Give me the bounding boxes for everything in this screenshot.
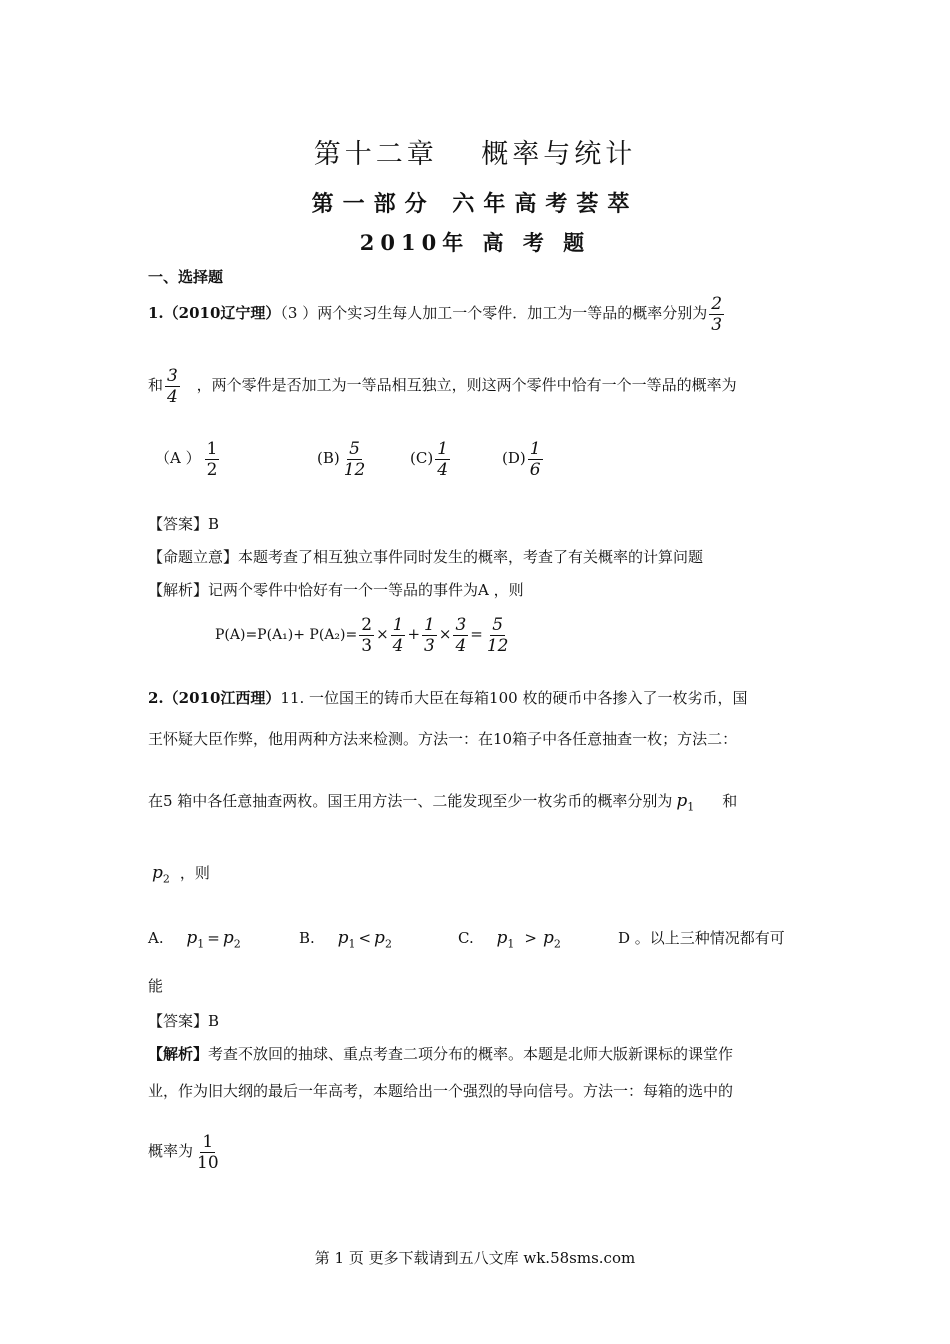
q2-line1: 2.（2010江西理）11. 一位国王的铸币大臣在每箱100 枚的硬币中各掺入了一枚劣币，国 (148, 689, 748, 707)
q1-option-d: (D) $\frac{1}{6}$ (502, 438, 541, 480)
q1-number: （3 ） (280, 304, 318, 322)
q1-frac1: $\frac{2}{3}$ (711, 293, 723, 335)
q1-intent: 【命题立意】本题考查了相互独立事件同时发生的概率，考查了有关概率的计算问题 (148, 548, 704, 566)
q2-option-c: C. $p_1 > p_2$ (458, 928, 561, 951)
q1-source: 1.（2010辽宁理） (148, 304, 281, 322)
q2-line3: 在5 箱中各任意抽查两枚。国王用方法一、二能发现至少一枚劣币的概率分别为 $p_1$ 和 (148, 791, 738, 814)
chapter-title: 第十二章 概率与统计 (313, 139, 637, 170)
q1-option-a: （A ） $\frac{1}{2}$ (155, 438, 218, 480)
q2-answer: 【答案】B (148, 1012, 220, 1030)
part-title: 第一部分 六年高考荟萃 (311, 191, 639, 217)
q1-option-c: (C) $\frac{1}{4}$ (410, 438, 449, 480)
q2-analysis-3: 概率为 $\frac{1}{10}$ (148, 1131, 219, 1173)
year-title: 2010年 高 考 题 (359, 230, 591, 255)
q2-analysis-1: 【解析】考查不放回的抽球、重点考查二项分布的概率。本题是北师大版新课标的课堂作 (148, 1045, 734, 1063)
q2-option-d-cont: 能 (148, 977, 164, 995)
q1-text1: 两个实习生每人加工一个零件．加工为一等品的概率分别为 (317, 304, 708, 322)
q2-analysis-2: 业，作为旧大纲的最后一年高考，本题给出一个强烈的导向信号。方法一：每箱的选中的 (148, 1082, 734, 1100)
q1-text2: ，两个零件是否加工为一等品相互独立，则这两个零件中恰有一个一等品的概率为 (196, 376, 737, 394)
q1-line2: 和 $\frac{3}{4}$ ，两个零件是否加工为一等品相互独立，则这两个零件中恰有一个一等品的概率为 (148, 365, 737, 407)
q2-line2: 王怀疑大臣作弊，他用两种方法来检测。方法一：在10箱子中各任意抽查一枚；方法二： (148, 730, 738, 748)
q2-line4: $p_2$ ，则 (152, 863, 210, 886)
q2-option-a: A. $p_1 = p_2$ (148, 928, 241, 951)
q1-frac2: $\frac{3}{4}$ (167, 365, 178, 407)
q2-option-d: D 。以上三种情况都有可 (618, 929, 785, 947)
q1-line1 (148, 293, 726, 335)
q1-analysis: 【解析】记两个零件中恰好有一个一等品的事件为A ，则 (148, 581, 524, 599)
q1-formula: P(A)=P(A₁)+ P(A₂)= $\frac{2}{3}$ × $\frac{1}{4}$ + $\frac{1}{3}$ × $\frac{3}{4}$ = $\frac{5}{12}$ (215, 614, 509, 656)
page-footer: 第 1 页 更多下载请到五八文库 wk.58sms.com (314, 1249, 636, 1267)
section-heading: 一、选择题 (148, 268, 224, 286)
q1-option-b: (B) $\frac{5}{12}$ (317, 438, 366, 480)
q2-option-b: B. $p_1 < p_2$ (299, 928, 392, 951)
q1-answer: 【答案】B (148, 515, 220, 533)
